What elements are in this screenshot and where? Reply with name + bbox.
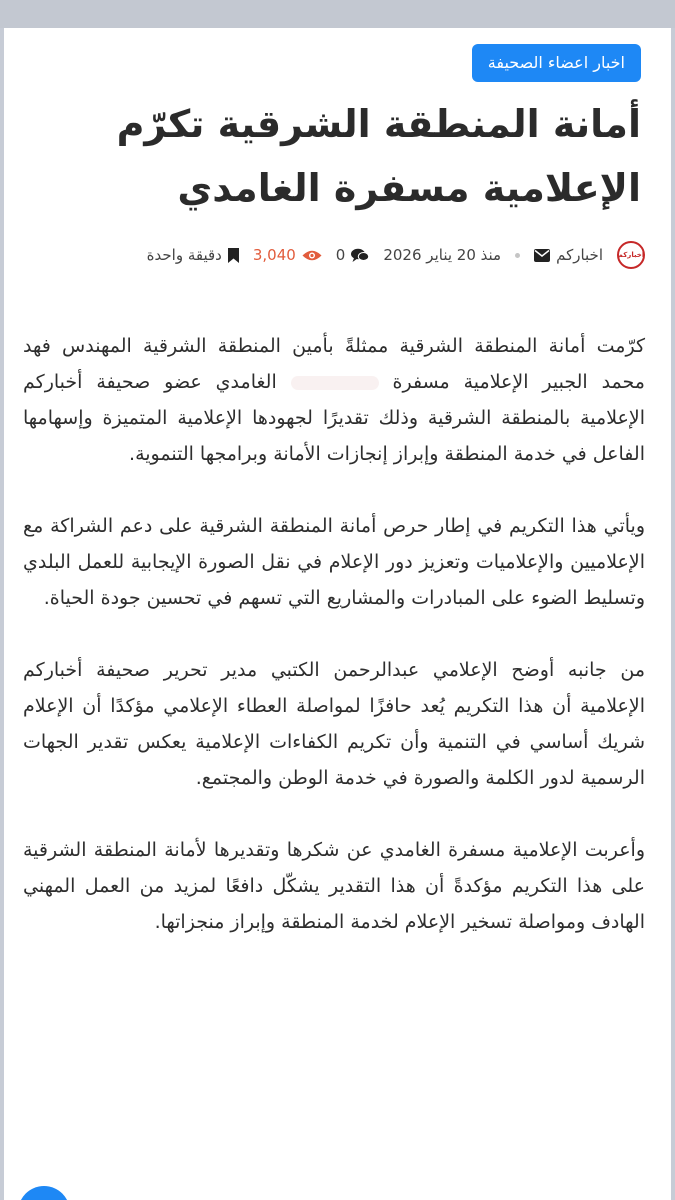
paragraph-1-part-2: الغامدي عضو صحيفة أخباركم الإعلامية بالمنطقة الشرقية وذلك تقديرًا لجهودها الإعلامية المتميزة وإسهامها الفاعل في خدمة المنطقة وإبراز إنجازات الأمانة وبرامجها التنموية. bbox=[23, 371, 645, 465]
bookmark-icon bbox=[228, 248, 239, 263]
site-logo-text: أخباركم bbox=[617, 251, 645, 259]
views-count bbox=[253, 246, 322, 264]
article-paragraph-3: من جانبه أوضح الإعلامي عبدالرحمن الكتبي مدير تحرير صحيفة أخباركم الإعلامية أن هذا التكريم يُعد حافزًا لمواصلة العطاء الإعلامي مؤكدًا أن الإعلام شريك أساسي في التنمية وأن تكريم الكفاءات الإعلامية يعكس تقدير الجهات الرسمية لدور الكلمة والصورة في خدمة الوطن والمجتمع. bbox=[23, 659, 645, 789]
read-time bbox=[147, 246, 239, 264]
article-paragraph-2: ويأتي هذا التكريم في إطار حرص أمانة المنطقة الشرقية على دعم الشراكة مع الإعلاميين والإعلاميات وتعزيز دور الإعلام في نقل الصورة الإيجابية للعمل البلدي وتسليط الضوء على المبادرات والمشاريع التي تسهم في تحسين جودة الحياة. bbox=[23, 515, 645, 609]
floating-action-button[interactable] bbox=[18, 1186, 70, 1200]
article-paragraph-1 bbox=[23, 328, 645, 472]
article-title: أمانة المنطقة الشرقية تكرّم الإعلامية مسفرة الغامدي bbox=[116, 102, 641, 210]
eye-icon bbox=[302, 249, 322, 262]
site-logo-icon[interactable] bbox=[617, 241, 645, 269]
publish-date bbox=[383, 246, 501, 264]
read-time-text: دقيقة واحدة bbox=[146, 246, 222, 264]
article-paragraph-4: وأعربت الإعلامية مسفرة الغامدي عن شكرها وتقديرها لأمانة المنطقة الشرقية على هذا التكريم مؤكدةً أن هذا التقدير يشكّل دافعًا لمزيد من العمل المهني الهادف ومواصلة تسخير الإعلام لخدمة المنطقة وإبراز منجزاتها. bbox=[23, 839, 645, 933]
category-badge[interactable]: اخبار اعضاء الصحيفة bbox=[472, 44, 641, 82]
paragraph-1-part-1: كرّمت أمانة المنطقة الشرقية ممثلةً بأمين المنطقة الشرقية المهندس فهد محمد الجبير الإعلامية مسفرة bbox=[23, 335, 645, 393]
article-page bbox=[4, 28, 671, 1200]
author-link[interactable] bbox=[534, 246, 603, 264]
redacted-name bbox=[291, 376, 379, 390]
article-meta bbox=[24, 240, 645, 270]
comments-value: 0 bbox=[335, 246, 346, 264]
browser-top-strip bbox=[0, 0, 675, 28]
comments-icon bbox=[351, 248, 369, 263]
comments-count[interactable] bbox=[336, 246, 370, 264]
envelope-icon bbox=[534, 249, 550, 262]
article-body bbox=[23, 328, 645, 976]
date-text: منذ 20 يناير 2026 bbox=[383, 246, 502, 264]
author-name: اخباركم bbox=[556, 246, 603, 264]
views-value: 3,040 bbox=[252, 246, 296, 264]
separator-dot bbox=[515, 253, 520, 258]
